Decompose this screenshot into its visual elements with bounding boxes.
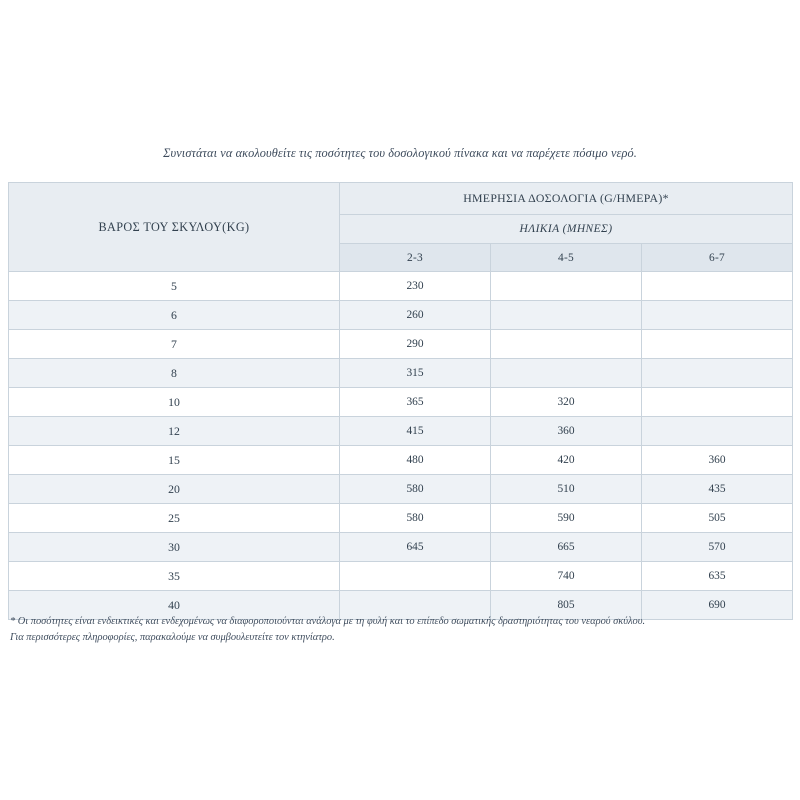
row-value-0: 260 bbox=[340, 301, 491, 330]
row-value-1 bbox=[491, 359, 642, 388]
table-row bbox=[9, 417, 793, 446]
row-value-0: 230 bbox=[340, 272, 491, 301]
row-value-0: 645 bbox=[340, 533, 491, 562]
row-value-1: 510 bbox=[491, 475, 642, 504]
table-row bbox=[9, 446, 793, 475]
row-weight: 15 bbox=[9, 446, 340, 475]
row-value-0 bbox=[340, 562, 491, 591]
row-weight: 12 bbox=[9, 417, 340, 446]
row-value-1: 805 bbox=[491, 591, 642, 620]
table-row bbox=[9, 533, 793, 562]
row-value-2 bbox=[642, 388, 793, 417]
row-weight: 8 bbox=[9, 359, 340, 388]
row-value-0: 315 bbox=[340, 359, 491, 388]
header-daily-dosage: ΗΜΕΡΗΣΙΑ ΔΟΣΟΛΟΓΙΑ (G/ΗΜΕΡΑ)* bbox=[340, 183, 793, 215]
row-value-1 bbox=[491, 272, 642, 301]
row-value-2: 505 bbox=[642, 504, 793, 533]
row-value-2: 635 bbox=[642, 562, 793, 591]
dosage-table-container bbox=[8, 182, 792, 620]
row-weight: 5 bbox=[9, 272, 340, 301]
row-value-1: 665 bbox=[491, 533, 642, 562]
dosage-table bbox=[8, 182, 793, 620]
header-age-col-0: 2-3 bbox=[340, 244, 491, 272]
row-weight: 10 bbox=[9, 388, 340, 417]
footnotes bbox=[10, 614, 790, 646]
table-row bbox=[9, 562, 793, 591]
row-value-1 bbox=[491, 301, 642, 330]
header-weight: ΒΑΡΟΣ ΤΟΥ ΣΚΥΛΟΥ(KG) bbox=[9, 183, 340, 272]
table-header-row-1 bbox=[9, 183, 793, 215]
row-weight: 25 bbox=[9, 504, 340, 533]
row-value-2: 360 bbox=[642, 446, 793, 475]
table-row bbox=[9, 504, 793, 533]
row-value-1: 740 bbox=[491, 562, 642, 591]
row-value-0: 415 bbox=[340, 417, 491, 446]
row-weight: 35 bbox=[9, 562, 340, 591]
row-value-2 bbox=[642, 330, 793, 359]
footnote-line-1: * Οι ποσότητες είναι ενδεικτικές και ενδεχομένως να διαφοροποιούνται ανάλογα με τη φυλή και το επίπεδο σωματικής δραστηριότητας του νεαρού σκύλου. bbox=[10, 616, 646, 627]
row-weight: 7 bbox=[9, 330, 340, 359]
row-value-2 bbox=[642, 272, 793, 301]
table-row bbox=[9, 388, 793, 417]
row-value-0: 580 bbox=[340, 504, 491, 533]
row-value-1: 360 bbox=[491, 417, 642, 446]
table-row bbox=[9, 475, 793, 504]
row-value-2 bbox=[642, 417, 793, 446]
table-row bbox=[9, 301, 793, 330]
row-value-2: 690 bbox=[642, 591, 793, 620]
table-row bbox=[9, 359, 793, 388]
row-weight: 30 bbox=[9, 533, 340, 562]
table-row bbox=[9, 330, 793, 359]
row-value-1: 320 bbox=[491, 388, 642, 417]
row-weight: 6 bbox=[9, 301, 340, 330]
row-value-2 bbox=[642, 359, 793, 388]
row-value-0: 365 bbox=[340, 388, 491, 417]
intro-text: Συνιστάται να ακολουθείτε τις ποσότητες του δοσολογικού πίνακα και να παρέχετε πόσιμο νερό. bbox=[163, 146, 637, 160]
row-value-0: 480 bbox=[340, 446, 491, 475]
row-value-2 bbox=[642, 301, 793, 330]
header-age-col-2: 6-7 bbox=[642, 244, 793, 272]
header-age-months: ΗΛΙΚΙΑ (ΜΗΝΕΣ) bbox=[340, 215, 793, 244]
row-weight: 40 bbox=[9, 591, 340, 620]
row-value-2: 435 bbox=[642, 475, 793, 504]
row-value-1 bbox=[491, 330, 642, 359]
row-value-2: 570 bbox=[642, 533, 793, 562]
row-value-0: 580 bbox=[340, 475, 491, 504]
row-value-1: 590 bbox=[491, 504, 642, 533]
table-row bbox=[9, 272, 793, 301]
row-weight: 20 bbox=[9, 475, 340, 504]
row-value-1: 420 bbox=[491, 446, 642, 475]
footnote-line-2: Για περισσότερες πληροφορίες, παρακαλούμε να συμβουλευτείτε τον κτηνίατρο. bbox=[10, 632, 335, 644]
header-age-col-1: 4-5 bbox=[491, 244, 642, 272]
row-value-0: 290 bbox=[340, 330, 491, 359]
